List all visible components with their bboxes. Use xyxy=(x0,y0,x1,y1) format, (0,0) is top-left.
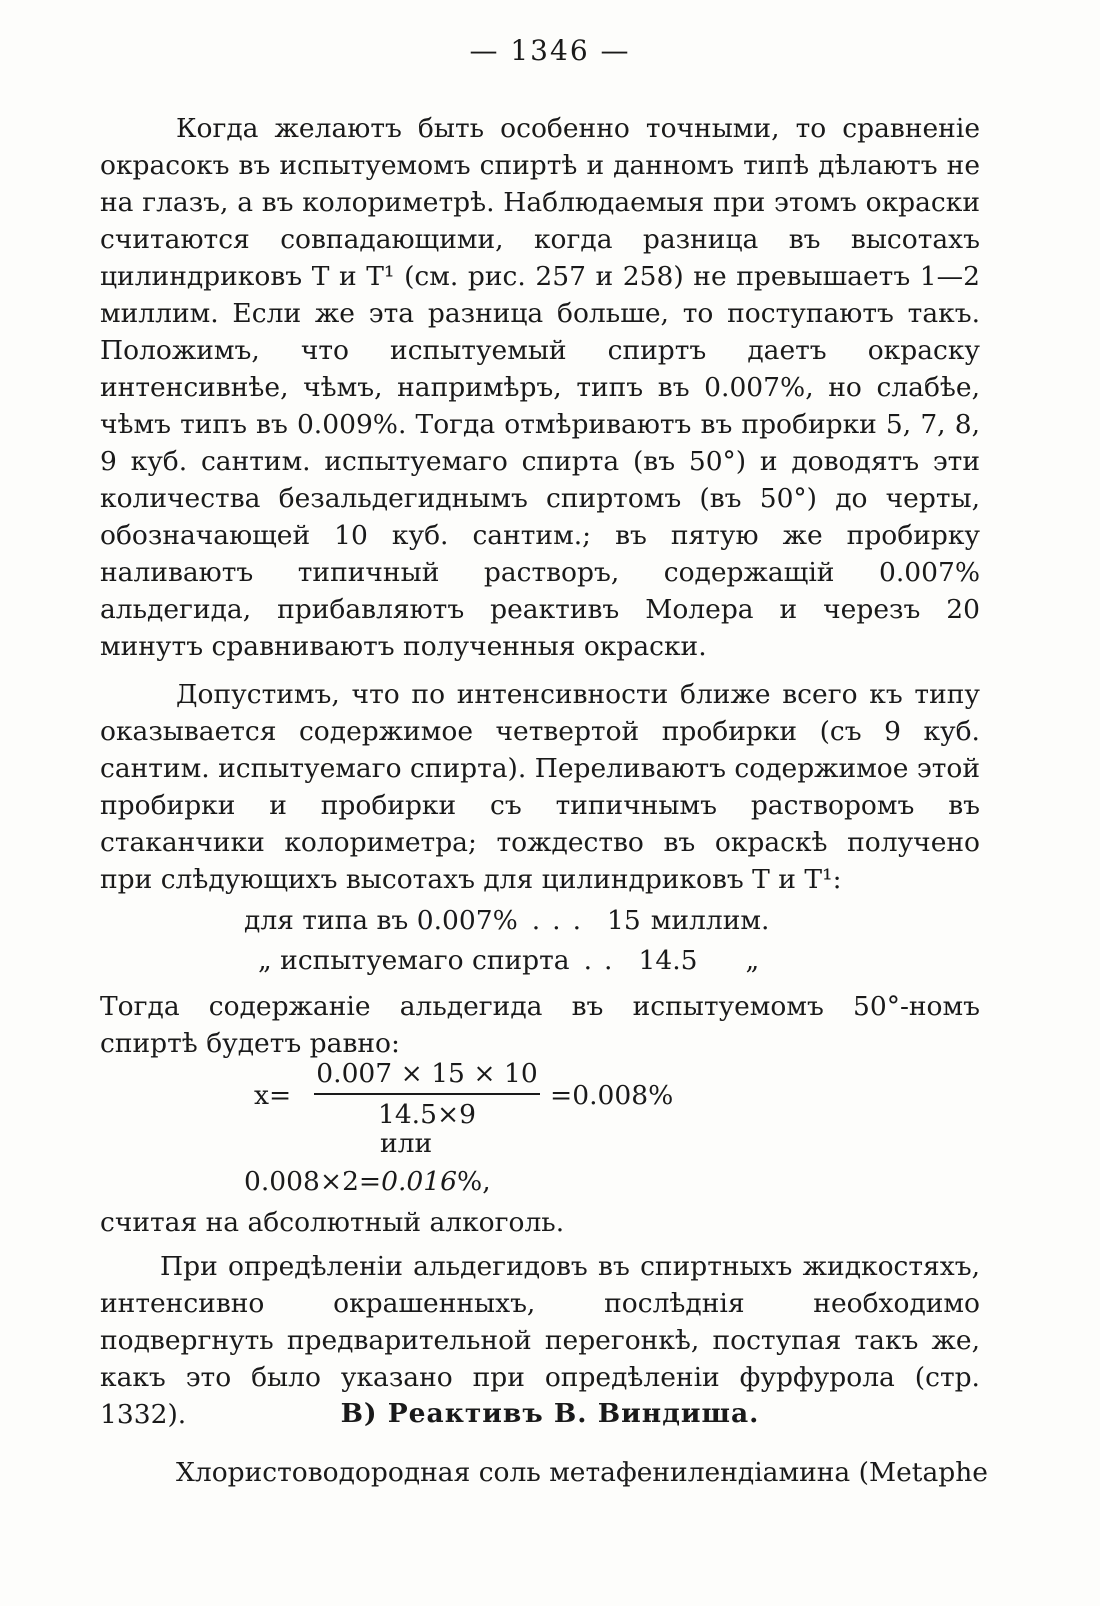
row-value: 14.5 xyxy=(638,945,698,976)
row-value: 15 xyxy=(607,905,641,936)
formula-second-suffix: %, xyxy=(457,1166,491,1197)
ditto-mark: „ xyxy=(745,945,760,976)
page-number: — 1346 — xyxy=(469,34,631,67)
section-heading: B) Реактивъ В. Виндиша. xyxy=(340,1398,760,1429)
measurement-row-type xyxy=(244,902,769,939)
formula-numerator: 0.007 × 15 × 10 xyxy=(314,1058,540,1095)
formula-denominator: 14.5×9 xyxy=(377,1099,477,1130)
last-line: Хлористоводородная соль метафенилендіамина (Metaphe xyxy=(176,1457,988,1488)
leader-dots: ... xyxy=(531,905,594,936)
row-label: для типа въ 0.007% xyxy=(244,905,518,936)
paragraph-distillation: При опредѣленіи альдегидовъ въ спиртныхъ жидкостяхъ, интенсивно окрашенныхъ, послѣднія необходимо подвергнуть предварительной перегонкѣ, поступая такъ же, какъ это было указано при опредѣленіи фурфурола (стр. 1332). xyxy=(100,1251,980,1430)
formula-or: или xyxy=(380,1128,433,1159)
formula-second xyxy=(244,1166,491,1197)
formula-second-prefix: 0.008×2= xyxy=(244,1166,382,1197)
row-unit: миллим. xyxy=(650,905,770,936)
formula-result: =0.008% xyxy=(550,1080,674,1111)
formula-second-value: 0.016 xyxy=(381,1166,458,1197)
counting-text: считая на абсолютный алкоголь. xyxy=(100,1207,565,1238)
formula-lhs: x= xyxy=(254,1080,292,1111)
formula-fraction xyxy=(314,1058,540,1130)
then-text: Тогда содержаніе альдегида въ испытуемомъ 50°-номъ спиртѣ будетъ равно: xyxy=(100,991,980,1059)
paragraph-colorimeter: Когда желаютъ быть особенно точными, то сравненіе окрасокъ въ испытуемомъ спиртѣ и данномъ типѣ дѣлаютъ не на глазъ, а въ колориметрѣ. Наблюдаемыя при этомъ окраски считаются совпадающими, когда разница въ высотахъ цилиндриковъ T и T¹ (см. рис. 257 и 258) не превышаетъ 1—2 миллим. Если же эта разница больше, то поступаютъ такъ. Положимъ, что испытуемый спиртъ даетъ окраску интенсивнѣе, чѣмъ, напримѣръ, типъ въ 0.007%, но слабѣе, чѣмъ типъ въ 0.009%. Тогда отмѣриваютъ въ пробирки 5, 7, 8, 9 куб. сантим. испытуемаго спирта (въ 50°) и доводятъ эти количества безальдегиднымъ спиртомъ (въ 50°) до черты, обозначающей 10 куб. сантим.; въ пятую же пробирку наливаютъ типичный растворъ, содержащій 0.007% альдегида, прибавляютъ реактивъ Молера и черезъ 20 минутъ сравниваютъ полученныя окраски. xyxy=(100,113,980,662)
paragraph-assumption: Допустимъ, что по интенсивности ближе всего къ типу оказывается содержимое четвертой пробирки (съ 9 куб. сантим. испытуемаго спирта). Переливаютъ содержимое этой пробирки и пробирки съ типичнымъ растворомъ въ стаканчики колориметра; тождество въ окраскѣ получено при слѣдующихъ высотахъ для цилиндриковъ T и T¹: xyxy=(100,679,980,895)
measurement-row-sample xyxy=(258,942,759,979)
row-label: „ испытуемаго спирта xyxy=(258,945,570,976)
leader-dots: .. xyxy=(583,945,625,976)
